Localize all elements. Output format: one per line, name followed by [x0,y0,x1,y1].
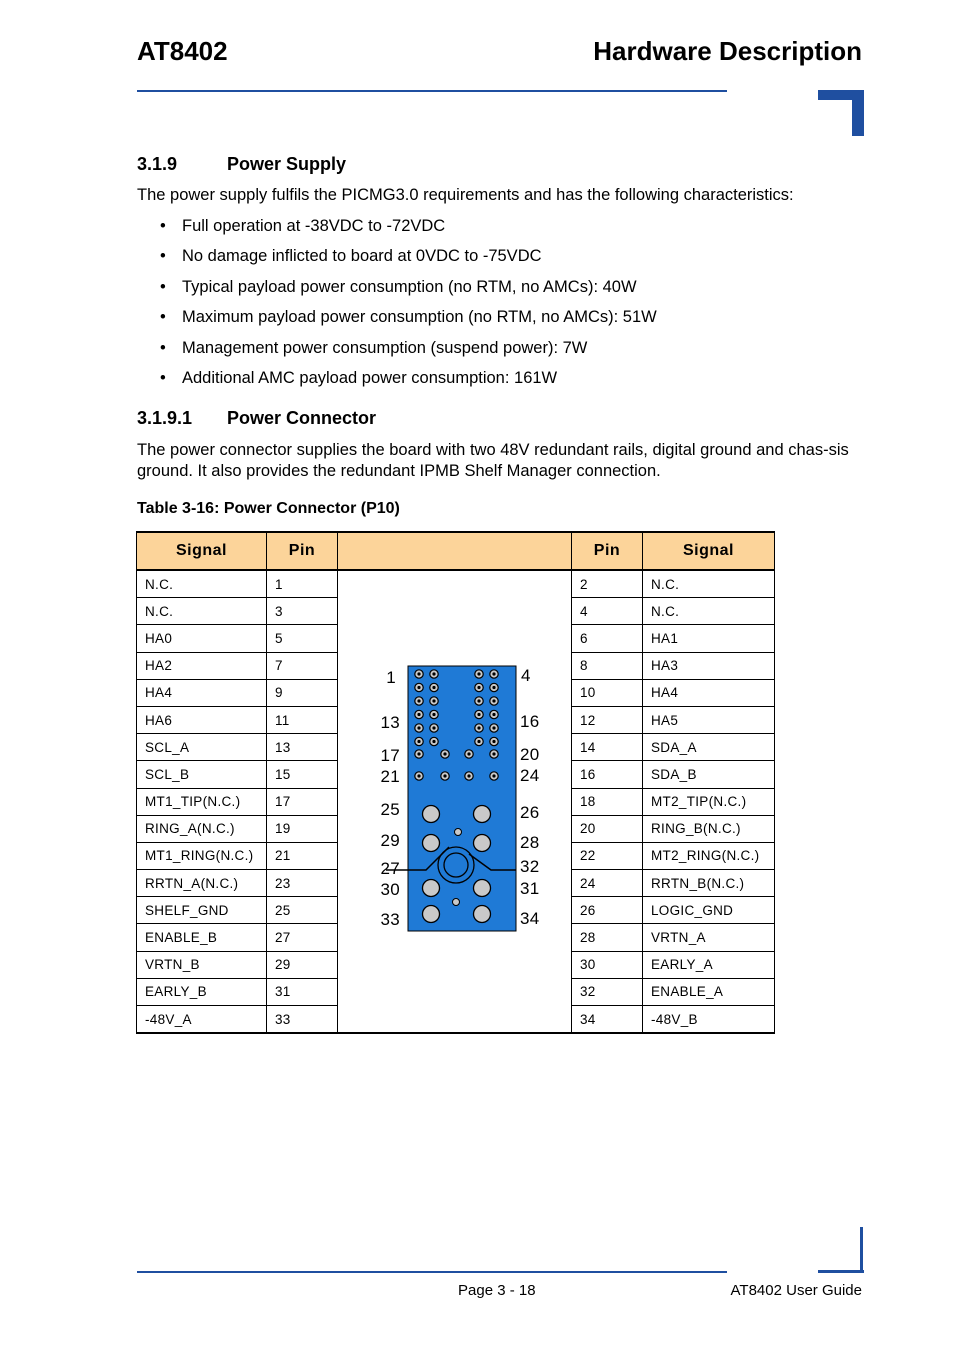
signal-pin-hole [467,752,470,755]
chapter-title: Hardware Description [593,36,862,66]
signal-cell: SDA_B [643,761,775,788]
pin-cell: 9 [267,679,338,706]
section-number: 3.1.9 [137,154,178,174]
signal-cell: N.C. [643,570,775,598]
signal-pin-hole [492,686,495,689]
power-pin [474,880,491,897]
signal-pin-hole [432,726,435,729]
pin-cell: 8 [572,652,643,679]
pin-cell: 24 [572,870,643,897]
pin-cell: 16 [572,761,643,788]
signal-pin-hole [417,699,420,702]
document-name: AT8402 User Guide [730,1282,862,1299]
pin-cell: 6 [572,625,643,652]
pin-label: 28 [520,833,540,852]
signal-pin-hole [477,672,480,675]
signal-pin-hole [492,752,495,755]
footer-corner-mark [860,1227,863,1273]
signal-cell: -48V_A [137,1006,267,1034]
list-item: • Full operation at -38VDC to -72VDC [160,216,657,246]
list-item: • No damage inflicted to board at 0VDC to -75VDC [160,246,657,276]
signal-cell: HA6 [137,706,267,733]
signal-pin-hole [417,726,420,729]
signal-pin-hole [477,726,480,729]
pin-cell: 17 [267,788,338,815]
signal-cell: N.C. [137,598,267,625]
pin-cell: 7 [267,652,338,679]
signal-cell: MT1_RING(N.C.) [137,842,267,869]
pin-cell: 20 [572,815,643,842]
pin-label: 32 [520,857,540,876]
signal-pin-hole [477,699,480,702]
subsection-title: Power Connector [227,408,377,428]
signal-cell: EARLY_A [643,951,775,978]
signal-pin-hole [492,740,495,743]
header-signal-right: Signal [643,532,775,570]
signal-pin-hole [443,774,446,777]
header-diagram [338,532,572,570]
signal-pin-hole [443,752,446,755]
signal-pin-hole [417,672,420,675]
signal-cell: HA1 [643,625,775,652]
header-signal-left: Signal [137,532,267,570]
pin-cell: 32 [572,978,643,1005]
signal-cell: RING_A(N.C.) [137,815,267,842]
signal-cell: SCL_B [137,761,267,788]
header-pin-right: Pin [572,532,643,570]
signal-cell: SDA_A [643,734,775,761]
signal-cell: RING_B(N.C.) [643,815,775,842]
subsection-number: 3.1.9.1 [137,408,193,428]
power-pin [474,835,491,852]
pin-cell: 14 [572,734,643,761]
signal-pin-hole [492,699,495,702]
signal-cell: MT2_TIP(N.C.) [643,788,775,815]
pin-cell: 21 [267,842,338,869]
pin-label: 30 [380,880,400,899]
table-row [137,570,775,598]
subsection-heading [137,408,376,429]
pin-cell: 10 [572,679,643,706]
power-pin [423,835,440,852]
signal-cell: VRTN_B [137,951,267,978]
signal-cell: HA0 [137,625,267,652]
pin-label: 16 [520,712,540,731]
signal-pin-hole [492,672,495,675]
signal-pin-hole [417,686,420,689]
signal-cell: ENABLE_A [643,978,775,1005]
power-pin [423,906,440,923]
pin-cell: 15 [267,761,338,788]
signal-cell: -48V_B [643,1006,775,1034]
pin-label: 27 [380,859,400,878]
pin-cell: 13 [267,734,338,761]
product-title: AT8402 [137,36,228,66]
signal-pin-hole [467,774,470,777]
signal-cell: MT1_TIP(N.C.) [137,788,267,815]
signal-pin-hole [417,740,420,743]
pin-cell: 22 [572,842,643,869]
pin-cell: 27 [267,924,338,951]
pin-cell: 4 [572,598,643,625]
signal-pin-hole [417,752,420,755]
pin-cell: 12 [572,706,643,733]
power-pin [474,906,491,923]
signal-pin-hole [432,740,435,743]
pin-cell: 31 [267,978,338,1005]
pin-cell: 28 [572,924,643,951]
pin-label: 24 [520,766,540,785]
table-caption: Table 3-16: Power Connector (P10) [137,500,400,517]
pin-cell: 11 [267,706,338,733]
tiny-pin [453,899,460,906]
pin-cell: 2 [572,570,643,598]
pin-label: 1 [386,668,396,687]
connector-diagram-cell [338,570,572,1033]
pin-label: 25 [380,800,400,819]
signal-cell: MT2_RING(N.C.) [643,842,775,869]
signal-pin-hole [432,699,435,702]
signal-pin-hole [477,713,480,716]
signal-pin-hole [417,774,420,777]
signal-cell: SHELF_GND [137,897,267,924]
pin-cell: 33 [267,1006,338,1034]
subsection-text: The power connector supplies the board with two 48V redundant rails, digital ground and chas-sis ground. It also provides the redundant IPMB Shelf Manager connection. [137,441,849,480]
signal-pin-hole [492,774,495,777]
header-rule [137,90,727,92]
pin-cell: 18 [572,788,643,815]
list-item: • Management power consumption (suspend power): 7W [160,338,657,368]
power-pin [474,806,491,823]
pin-cell: 3 [267,598,338,625]
signal-cell: VRTN_A [643,924,775,951]
footer-corner-mark-horizontal [818,1270,864,1273]
pin-cell: 30 [572,951,643,978]
list-item: • Typical payload power consumption (no RTM, no AMCs): 40W [160,277,657,307]
pin-label: 13 [380,713,400,732]
pin-cell: 5 [267,625,338,652]
pin-label: 31 [520,879,540,898]
signal-pin-hole [492,726,495,729]
section-intro: The power supply fulfils the PICMG3.0 requirements and has the following characteristics: [137,186,794,204]
pin-label: 17 [380,746,400,765]
signal-pin-hole [432,686,435,689]
signal-pin-hole [477,686,480,689]
signal-cell: SCL_A [137,734,267,761]
signal-cell: EARLY_B [137,978,267,1005]
pin-cell: 1 [267,570,338,598]
pin-label: 34 [520,909,540,928]
pin-cell: 19 [267,815,338,842]
characteristics-list [160,216,657,398]
pin-label: 4 [521,666,531,685]
pin-label: 29 [380,831,400,850]
signal-cell: ENABLE_B [137,924,267,951]
signal-pin-hole [432,713,435,716]
signal-pin-hole [432,672,435,675]
signal-pin-hole [492,713,495,716]
header-corner-mark-vertical [852,90,864,136]
signal-pin-hole [477,740,480,743]
signal-cell: RRTN_A(N.C.) [137,870,267,897]
signal-cell: RRTN_B(N.C.) [643,870,775,897]
signal-cell: HA4 [137,679,267,706]
header-pin-left: Pin [267,532,338,570]
pin-cell: 34 [572,1006,643,1034]
pin-cell: 26 [572,897,643,924]
list-item: • Maximum payload power consumption (no RTM, no AMCs): 51W [160,307,657,337]
signal-cell: HA2 [137,652,267,679]
signal-cell: HA5 [643,706,775,733]
pin-label: 20 [520,745,540,764]
signal-cell: HA3 [643,652,775,679]
power-connector-table [136,531,775,1034]
power-pin [423,806,440,823]
signal-cell: HA4 [643,679,775,706]
pin-cell: 25 [267,897,338,924]
signal-pin-hole [417,713,420,716]
pin-label: 33 [380,910,400,929]
signal-cell: N.C. [643,598,775,625]
pin-cell: 29 [267,951,338,978]
power-pin [423,880,440,897]
alignment-pin [444,853,468,877]
connector-diagram [338,571,569,1033]
table-body [137,570,775,1033]
page-number: Page 3 - 18 [458,1282,536,1299]
footer-rule [137,1271,727,1273]
section-title: Power Supply [227,154,347,174]
pin-label: 26 [520,803,540,822]
pin-label: 21 [380,767,400,786]
pin-cell: 23 [267,870,338,897]
tiny-pin [455,829,462,836]
signal-cell: LOGIC_GND [643,897,775,924]
section-heading [137,154,346,175]
signal-cell: N.C. [137,570,267,598]
list-item: • Additional AMC payload power consumption: 161W [160,368,657,398]
